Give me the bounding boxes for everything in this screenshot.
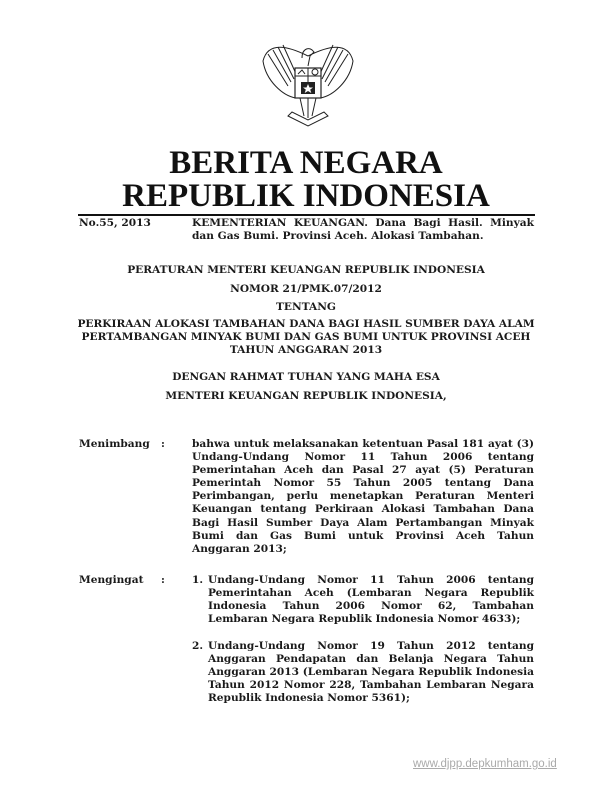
publication-title-line1: BERITA NEGARA: [169, 145, 443, 181]
regulation-preamble: DENGAN RAHMAT TUHAN YANG MAHA ESA: [172, 371, 440, 383]
regulation-tentang: TENTANG: [276, 301, 336, 313]
regulation-number: NOMOR 21/PMK.07/2012: [230, 283, 382, 295]
mengingat-colon: :: [161, 574, 165, 586]
menimbang-colon: :: [161, 438, 165, 450]
header-divider: [78, 214, 535, 216]
item-text: Undang-Undang Nomor 19 Tahun 2012 tentang Anggaran Pendapatan dan Belanja Negara Tahun Anggaran 2013 (Lembaran Negara Republik Indonesia Tahun 2012 Nomor 228, Tambahan Lembaran Negara Republik Indonesia Nomor 5361);: [208, 640, 534, 705]
regulation-issuer: MENTERI KEUANGAN REPUBLIK INDONESIA,: [165, 390, 447, 402]
mengingat-item: [192, 640, 534, 705]
mengingat-item: [192, 574, 534, 626]
regulation-subject: PERKIRAAN ALOKASI TAMBAHAN DANA BAGI HASIL SUMBER DAYA ALAM PERTAMBANGAN MINYAK BUMI DAN GAS BUMI UNTUK PROVINSI ACEH TAHUN ANGGARAN 2013: [77, 318, 535, 356]
garuda-emblem-icon: [258, 36, 358, 136]
item-text: Undang-Undang Nomor 11 Tahun 2006 tentang Pemerintahan Aceh (Lembaran Negara Republik Indonesia Tahun 2006 Nomor 62, Tambahan Lembaran Negara Republik Indonesia Nomor 4633);: [208, 574, 534, 626]
menimbang-label: Menimbang: [79, 438, 150, 450]
mengingat-label: Mengingat: [79, 574, 144, 586]
gazette-description: KEMENTERIAN KEUANGAN. Dana Bagi Hasil. Minyak dan Gas Bumi. Provinsi Aceh. Alokasi Tambahan.: [192, 217, 534, 242]
menimbang-text: bahwa untuk melaksanakan ketentuan Pasal 181 ayat (3) Undang-Undang Nomor 11 Tahun 2006 tentang Pemerintahan Aceh dan Pasal 27 ayat (5) Peraturan Pemerintah Nomor 55 Tahun 2005 tentang Dana Perimbangan, perlu menetapkan Peraturan Menteri Keuangan tentang Perkiraan Alokasi Tambahan Dana Bagi Hasil Sumber Daya Alam Pertambangan Minyak Bumi dan Gas Bumi untuk Provinsi Aceh Tahun Anggaran 2013;: [192, 438, 534, 555]
footer-website-link[interactable]: www.djpp.depkumham.go.id: [413, 758, 557, 770]
emblem: [258, 36, 358, 136]
item-number: 2.: [192, 640, 204, 652]
item-number: 1.: [192, 574, 204, 586]
gazette-number: No.55, 2013: [79, 217, 151, 229]
regulation-name: PERATURAN MENTERI KEUANGAN REPUBLIK INDONESIA: [127, 264, 485, 276]
publication-title-line2: REPUBLIK INDONESIA: [122, 178, 490, 214]
